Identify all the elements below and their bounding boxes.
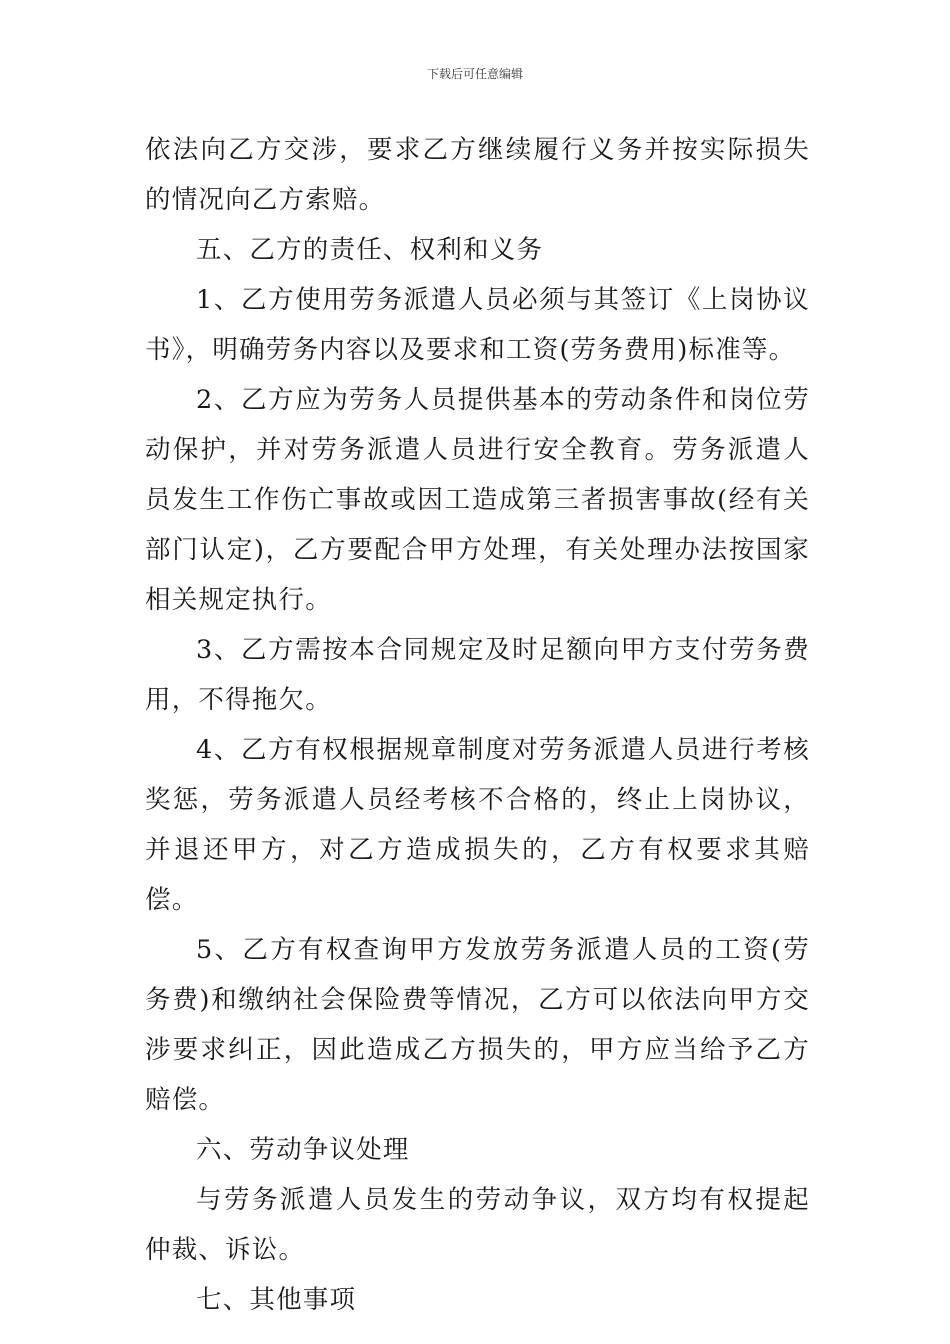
clause-6-text: 与劳务派遣人员发生的劳动争议，双方均有权提起仲裁、诉讼。	[145, 1185, 810, 1265]
clause-5-3: 3、乙方需按本合同规定及时足额向甲方支付劳务费用，不得拖欠。	[145, 635, 810, 715]
clause-5-1: 1、乙方使用劳务派遣人员必须与其签订《上岗协议书》，明确劳务内容以及要求和工资(劳务费用)标准等。	[145, 285, 810, 365]
page-header-note: 下载后可任意编辑	[426, 67, 523, 81]
clause-5-2: 2、乙方应为劳务人员提供基本的劳动条件和岗位劳动保护，并对劳务派遣人员进行安全教育。劳务派遣人员发生工作伤亡事故或因工造成第三者损害事故(经有关部门认定)，乙方要配合甲方处理，有关处理办法按国家相关规定执行。	[145, 385, 810, 615]
clause-5-4: 4、乙方有权根据规章制度对劳务派遣人员进行考核奖惩，劳务派遣人员经考核不合格的，终止上岗协议，并退还甲方，对乙方造成损失的，乙方有权要求其赔偿。	[145, 735, 810, 915]
section-heading-5: 五、乙方的责任、权利和义务	[196, 235, 544, 265]
section-heading-6: 六、劳动争议处理	[196, 1135, 410, 1165]
clause-5-5: 5、乙方有权查询甲方发放劳务派遣人员的工资(劳务费)和缴纳社会保险费等情况，乙方可以依法向甲方交涉要求纠正，因此造成乙方损失的，甲方应当给予乙方赔偿。	[145, 935, 810, 1115]
paragraph-continuation: 依法向乙方交涉，要求乙方继续履行义务并按实际损失的情况向乙方索赔。	[145, 135, 810, 215]
section-heading-7: 七、其他事项	[196, 1285, 357, 1315]
document-body	[145, 125, 810, 1325]
